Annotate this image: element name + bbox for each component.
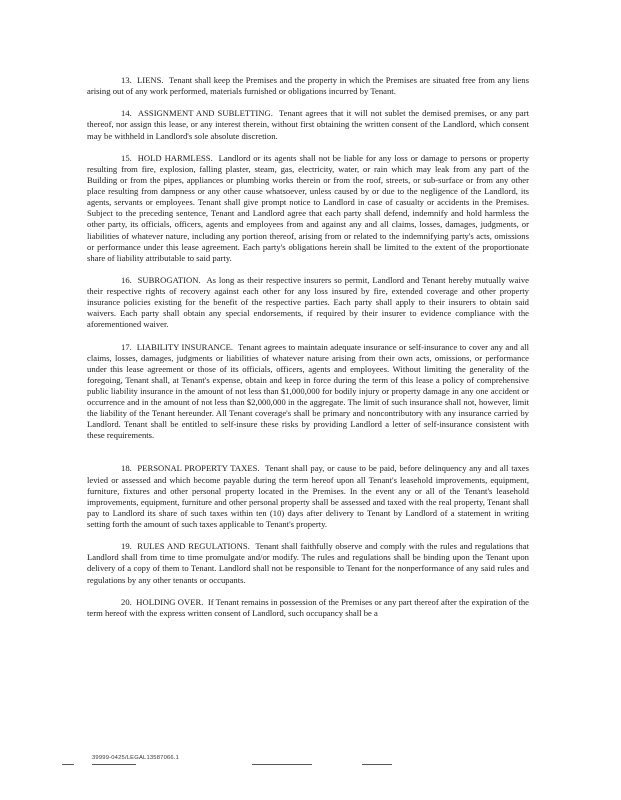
section-text: Landlord or its agents shall not be liable for any loss or damage to persons or property resulting from fire, explosion, falling plaster, steam, gas, electricity, water, or rain which may leak from any part of the Building or from the pipes, appliances or plumbing works therein or from the roof, streets, or sub-surface or from any other place resulting from dampness or any other cause whatsoever, unless caused by or due to the negligence of the Landlord, its agents, servants or employees. Tenant shall give prompt notice to Landlord in case of casualty or accidents in the Premises. Subject to the preceding sentence, Tenant and Landlord agree that each party shall defend, indemnify and hold harmless the other party, its officials, officers, agents and employees from and against any and all claims, losses, damages, judgments, or liabilities of whatever nature, including any portion thereof, arising from or related to the indemnifying party's acts, omissions or performance under this lease agreement. Each party's obligations herein shall be limited to the extent of the proportionate share of liability attributable to said party.	[87, 152, 529, 263]
section-text: Tenant shall pay, or cause to be paid, before delinquency any and all taxes levied or assessed and which become payable during the term hereof upon all Tenant's leasehold improvements, equipment, furniture, fixtures and other personal property located in the Premises. In the event any or all of the Tenant's leasehold improvements, equipment, furniture and other personal property shall be assessed and taxed with the real property, Tenant shall pay to Landlord its share of such taxes within ten (10) days after delivery to Tenant by Landlord of a statement in writing setting forth the amount of such taxes applicable to Tenant's property.	[87, 463, 529, 529]
section-heading: SUBROGATION.	[137, 274, 201, 285]
section-heading: LIABILITY INSURANCE.	[136, 341, 234, 352]
section-text: If Tenant remains in possession of the Premises or any part thereof after the expiration of the term hereof with the express written consent of Landlord, such occupancy shall be a	[87, 596, 529, 618]
section-number: 15.	[121, 152, 132, 163]
section-heading: HOLDING OVER.	[136, 596, 204, 607]
section-heading: LIENS.	[137, 75, 164, 85]
section-heading: HOLD HARMLESS.	[137, 152, 213, 163]
section-heading: PERSONAL PROPERTY TAXES.	[137, 463, 260, 474]
section-17-liability-insurance	[87, 342, 529, 442]
section-number: 20.	[121, 596, 132, 607]
section-number: 18.	[121, 463, 132, 474]
footer-scan-marks	[62, 764, 402, 768]
section-number: 17.	[121, 341, 132, 352]
section-number: 14.	[121, 108, 132, 119]
section-number: 13.	[121, 75, 132, 85]
lease-sections	[87, 75, 529, 619]
section-text: Tenant agrees to maintain adequate insurance or self-insurance to cover any and all claims, losses, damages, judgments or liabilities of whatever nature arising from their own acts, omissions, or performance under this lease agreement or those of its officials, officers, agents and employees. Without limiting the generality of the foregoing, Tenant shall, at Tenant's expense, obtain and keep in force during the term of this lease a policy of comprehensive public liability insurance in the amount of not less than $1,000,000 for bodily injury or property damage in any one accident or occurrence and in the amount of not less than $2,000,000 in the aggregate. The limit of such insurance shall not, however, limit the liability of the Tenant hereunder. All Tenant coverage's shall be primary and noncontributory with any insurance carried by Landlord. Tenant shall be entitled to self-insure these risks by providing Landlord a letter of self-insurance consistent with these requirements.	[87, 341, 529, 441]
section-13-liens	[87, 75, 529, 97]
section-text: As long as their respective insurers so permit, Landlord and Tenant hereby mutually waive their respective rights of recovery against each other for any loss insured by fire, extended coverage and other property insurance policies existing for the benefit of the respective parties. Each party shall apply to their insurers to obtain said waivers. Each party shall obtain any special endorsements, if required by their insurer to evidence compliance with the aforementioned waiver.	[87, 274, 530, 330]
section-20-holding-over	[87, 597, 529, 619]
section-15-hold-harmless	[87, 153, 529, 264]
section-14-assignment	[87, 108, 529, 141]
section-18-personal-property-taxes	[87, 463, 529, 530]
section-number: 19.	[121, 541, 132, 552]
section-19-rules-and-regulations	[87, 541, 529, 585]
section-16-subrogation	[87, 275, 529, 330]
section-heading: ASSIGNMENT AND SUBLETTING.	[137, 108, 273, 119]
section-heading: RULES AND REGULATIONS.	[137, 541, 250, 552]
section-text: Tenant shall keep the Premises and the property in which the Premises are situated free from any liens arising out of any work performed, materials furnished or obligations incurred by Tenant.	[87, 75, 529, 97]
section-text: Tenant shall faithfully observe and comply with the rules and regulations that Landlord shall from time to time promulgate and/or modify. The rules and regulations shall be binding upon the Tenant upon delivery of a copy of them to Tenant. Landlord shall not be responsible to Tenant for the nonperformance of any said rules and regulations by any other tenants or occupants.	[87, 541, 529, 585]
section-text: Tenant agrees that it will not sublet the demised premises, or any part thereof, nor assign this lease, or any interest therein, without first obtaining the written consent of the Landlord, which consent may be withheld in Landlord's sole absolute discretion.	[87, 108, 529, 141]
document-id-footer: 39999-0425/LEGAL13587066.1	[92, 755, 180, 761]
section-number: 16.	[121, 274, 132, 285]
